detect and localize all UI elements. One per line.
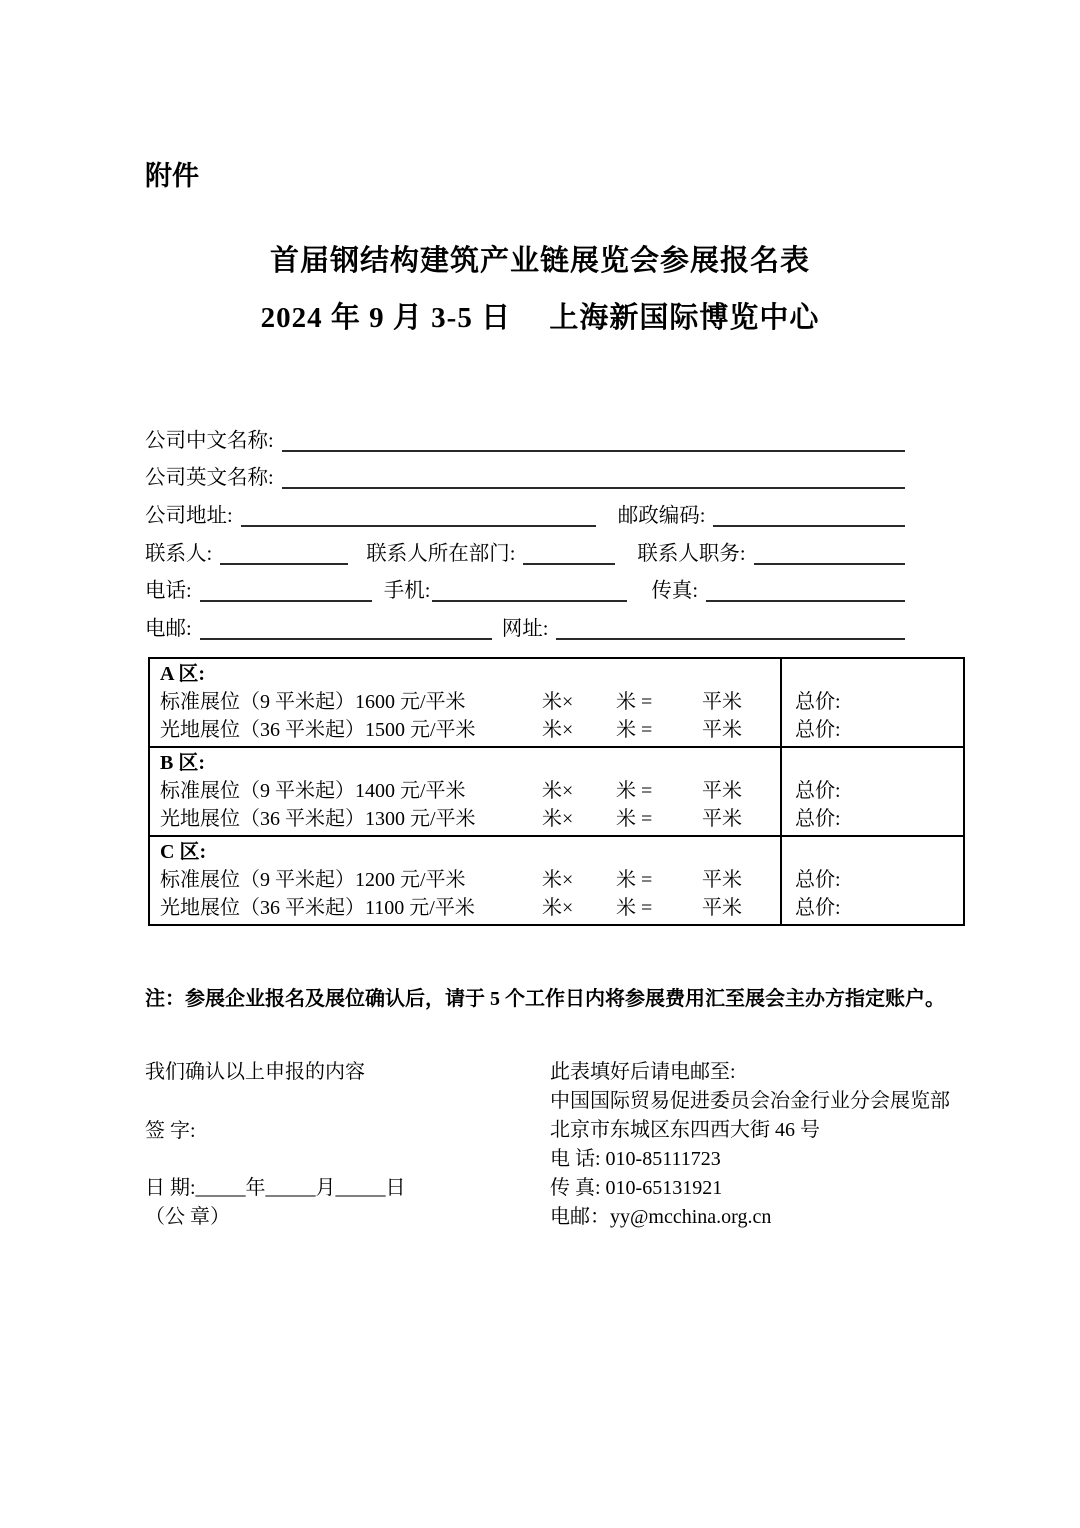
zone-c-total-cell: [782, 837, 963, 924]
meters-eq-label: 米 =: [616, 780, 653, 802]
zone-b-total-cell: [782, 748, 963, 835]
zone-a-left-cell: [150, 659, 782, 746]
total-blank-line: [795, 749, 963, 777]
total-label[interactable]: 总价:: [795, 897, 841, 919]
meters-eq-label: 米 =: [616, 808, 653, 830]
contact-row: [145, 532, 905, 570]
zone-a-standard-row: [160, 688, 780, 716]
zone-c-section: [150, 835, 963, 924]
total-label[interactable]: 总价:: [795, 808, 841, 830]
total-blank-line: [795, 660, 963, 688]
total-blank-line: [795, 838, 963, 866]
zone-b-header: B 区:: [160, 752, 205, 774]
zone-c-standard-row: [160, 866, 780, 894]
booth-desc: 光地展位（36 平米起）1100 元/平米: [160, 897, 475, 919]
booth-desc: 光地展位（36 平米起）1300 元/平米: [160, 808, 476, 830]
org-tel: 电 话: 010-85111723: [550, 1148, 721, 1170]
phone-label: 电话:: [145, 580, 192, 603]
org-email: 电邮：yy@mcchina.org.cn: [550, 1206, 772, 1228]
department-label: 联系人所在部门:: [366, 542, 516, 565]
meters-eq-label: 米 =: [616, 897, 653, 919]
mailto-header: 此表填好后请电邮至:: [550, 1061, 736, 1083]
zone-c-left-cell: [150, 837, 782, 924]
org-fax: 传 真: 010-65131921: [550, 1177, 723, 1199]
company-cn-label: 公司中文名称:: [145, 429, 274, 452]
meters-times-label: 米×: [542, 691, 574, 713]
total-label[interactable]: 总价:: [795, 691, 841, 713]
booth-desc: 标准展位（9 平米起）1200 元/平米: [160, 869, 466, 891]
zone-b-raw-row: [160, 805, 780, 833]
company-cn-row: [145, 419, 905, 457]
email-blank[interactable]: [200, 612, 492, 640]
org-address: 北京市东城区东四西大街 46 号: [550, 1119, 820, 1141]
zone-a-section: [150, 659, 963, 746]
address-row: [145, 494, 905, 532]
address-blank[interactable]: [241, 499, 596, 527]
title-block: [0, 241, 1080, 338]
company-en-label: 公司英文名称:: [145, 467, 274, 490]
meters-eq-label: 米 =: [616, 869, 653, 891]
postcode-blank[interactable]: [713, 499, 905, 527]
sqm-label: 平米: [702, 780, 742, 802]
contact-label: 联系人:: [145, 542, 213, 565]
form-subtitle: 2024 年 9 月 3-5 日 上海新国际博览中心: [260, 302, 820, 334]
signature-label[interactable]: 签 字:: [145, 1120, 196, 1142]
total-label[interactable]: 总价:: [795, 780, 841, 802]
fax-blank[interactable]: [706, 574, 905, 602]
sqm-label: 平米: [702, 869, 742, 891]
booth-desc: 标准展位（9 平米起）1400 元/平米: [160, 780, 466, 802]
total-label[interactable]: 总价:: [795, 869, 841, 891]
website-label: 网址:: [501, 617, 549, 640]
address-label: 公司地址:: [145, 504, 233, 527]
sqm-label: 平米: [702, 897, 742, 919]
sqm-label: 平米: [702, 719, 742, 741]
website-blank[interactable]: [556, 612, 905, 640]
date-line[interactable]: 日 期:_____年_____月_____日: [145, 1177, 406, 1199]
zone-c-header: C 区:: [160, 841, 207, 863]
contact-blank[interactable]: [220, 537, 348, 565]
email-label: 电邮:: [145, 617, 192, 640]
zone-a-header: A 区:: [160, 663, 205, 685]
meters-times-label: 米×: [542, 869, 574, 891]
position-blank[interactable]: [754, 537, 905, 565]
zone-c-raw-row: [160, 894, 780, 922]
form-title: 首届钢结构建筑产业链展览会参展报名表: [269, 245, 810, 277]
zone-b-left-cell: [150, 748, 782, 835]
postcode-label: 邮政编码:: [617, 504, 706, 527]
department-blank[interactable]: [523, 537, 615, 565]
email-row: [145, 607, 905, 645]
booth-desc: 光地展位（36 平米起）1500 元/平米: [160, 719, 476, 741]
position-label: 联系人职务:: [637, 542, 746, 565]
total-label[interactable]: 总价:: [795, 719, 841, 741]
zone-a-total-cell: [782, 659, 963, 746]
sqm-label: 平米: [702, 691, 742, 713]
meters-eq-label: 米 =: [616, 691, 653, 713]
attachment-label: 附件: [145, 161, 199, 191]
sqm-label: 平米: [702, 808, 742, 830]
fax-label: 传真:: [651, 580, 699, 603]
zone-b-standard-row: [160, 777, 780, 805]
zone-b-section: [150, 746, 963, 835]
booth-desc: 标准展位（9 平米起）1600 元/平米: [160, 691, 466, 713]
phone-row: [145, 569, 905, 607]
org-name: 中国国际贸易促进委员会冶金行业分会展览部: [550, 1090, 950, 1112]
phone-blank[interactable]: [200, 574, 372, 602]
form-fields: [145, 419, 905, 645]
mobile-blank[interactable]: [432, 574, 627, 602]
meters-times-label: 米×: [542, 719, 574, 741]
seal-label: （公 章）: [145, 1206, 230, 1228]
company-en-blank[interactable]: [282, 461, 905, 489]
mobile-label: 手机:: [383, 580, 431, 603]
meters-times-label: 米×: [542, 897, 574, 919]
meters-times-label: 米×: [542, 780, 574, 802]
meters-eq-label: 米 =: [616, 719, 653, 741]
company-cn-blank[interactable]: [282, 424, 905, 452]
meters-times-label: 米×: [542, 808, 574, 830]
booth-price-table: [148, 657, 965, 926]
confirm-text: 我们确认以上申报的内容: [145, 1061, 365, 1083]
zone-a-raw-row: [160, 716, 780, 744]
payment-note: 注：参展企业报名及展位确认后，请于 5 个工作日内将参展费用汇至展会主办方指定账户。: [145, 988, 945, 1010]
company-en-row: [145, 457, 905, 495]
